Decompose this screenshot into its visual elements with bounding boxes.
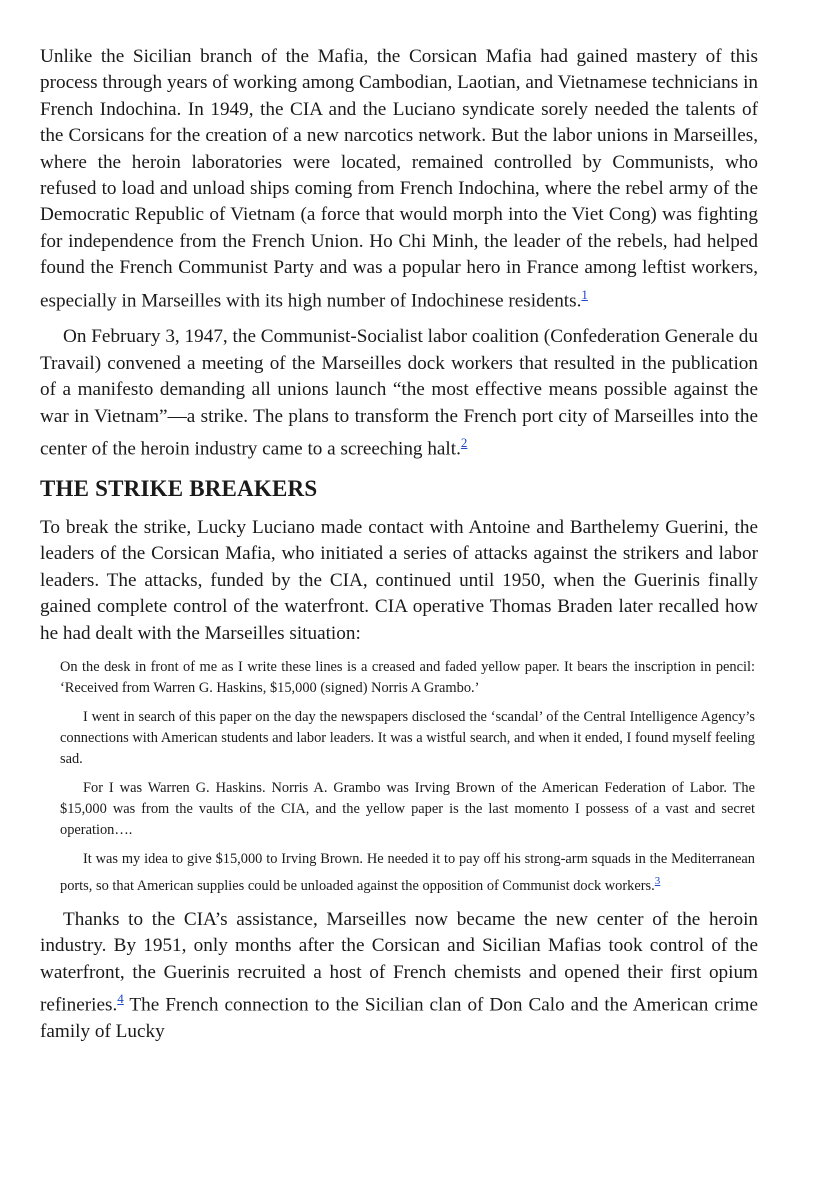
paragraph-4-text-after: The French connection to the Sicilian clan of Don Calo and the American crime family of Lucky <box>40 994 758 1042</box>
paragraph-2 <box>40 324 758 462</box>
footnote-link-1[interactable]: 1 <box>581 286 588 302</box>
quote-paragraph-2: I went in search of this paper on the day the newspapers disclosed the ‘scandal’ of the Central Intelligence Agency’s connections with American students and labor leaders. It was a wistful search, and when it ended, I found myself feeling sad. <box>60 708 755 767</box>
document-page <box>40 44 758 1055</box>
paragraph-1-text: Unlike the Sicilian branch of the Mafia, the Corsican Mafia had gained mastery of this process through years of working among Cambodian, Laotian, and Vietnamese technicians in French Indochina. In 1949, the CIA and the Luciano syndicate sorely needed the talents of the Corsicans for the creation of a new narcotics network. But the labor unions in Marseilles, where the heroin laboratories were located, remained controlled by Communists, who refused to load and unload ships coming from French Indochina, where the rebel army of the Democratic Republic of Vietnam (a force that would morph into the Viet Cong) was fighting for independence from the French Union. Ho Chi Minh, the leader of the rebels, had helped found the French Communist Party and was a popular hero in France among leftist workers, especially in Marseilles with its high number of Indochinese residents. <box>40 46 758 312</box>
block-quote <box>60 657 755 897</box>
paragraph-1 <box>40 44 758 314</box>
quote-paragraph-4-text: It was my idea to give $15,000 to Irving Brown. He needed it to pay off his strong-arm squads in the Mediterranean ports, so that American supplies could be unloaded against the opposition of Communist dock workers. <box>60 850 755 894</box>
quote-paragraph-4 <box>60 849 755 897</box>
footnote-link-4[interactable]: 4 <box>117 990 124 1006</box>
quote-paragraph-1: On the desk in front of me as I write these lines is a creased and faded yellow paper. It bears the inscription in pencil: ‘Received from Warren G. Haskins, $15,000 (signed) Norris A Grambo.’ <box>60 658 755 696</box>
quote-paragraph-3: For I was Warren G. Haskins. Norris A. Grambo was Irving Brown of the American Federation of Labor. The $15,000 was from the vaults of the CIA, and the yellow paper is the last momento I possess of a vast and secret operation…. <box>60 779 755 838</box>
paragraph-3: To break the strike, Lucky Luciano made contact with Antoine and Barthelemy Guerini, the leaders of the Corsican Mafia, who initiated a series of attacks against the strikers and labor leaders. The attacks, funded by the CIA, continued until 1950, when the Guerinis finally gained complete control of the waterfront. CIA operative Thomas Braden later recalled how he had dealt with the Marseilles situation: <box>40 516 758 644</box>
section-heading: THE STRIKE BREAKERS <box>40 475 318 501</box>
paragraph-4-text-before: Thanks to the CIA’s assistance, Marseilles now became the new center of the heroin industry. By 1951, only months after the Corsican and Sicilian Mafias took control of the waterfront, the Guerinis recruited a host of French chemists and opened their first opium refineries. <box>40 908 758 1016</box>
paragraph-4 <box>40 907 758 1045</box>
footnote-link-3[interactable]: 3 <box>654 874 661 887</box>
paragraph-2-text: On February 3, 1947, the Communist-Socialist labor coalition (Confederation Generale du Travail) convened a meeting of the Marseilles dock workers that resulted in the publication of a manifesto demanding all unions launch “the most effective means possible against the war in Vietnam”—a strike. The plans to transform the French port city of Marseilles into the center of the heroin industry came to a screeching halt. <box>40 326 758 460</box>
footnote-link-2[interactable]: 2 <box>460 435 468 451</box>
